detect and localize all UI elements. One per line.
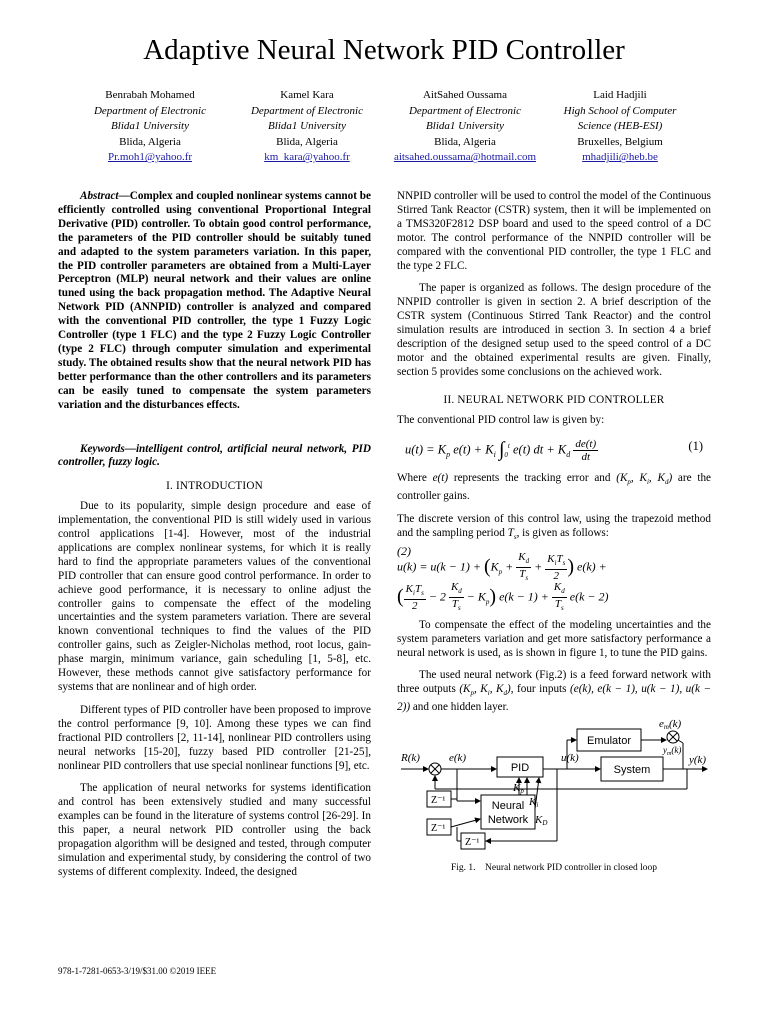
network-text-2: , four inputs (510, 683, 570, 696)
author-affiliation: Department of Electronic (408, 104, 521, 117)
figure-1-caption (397, 862, 711, 876)
equation-1 (397, 428, 711, 472)
author-email-link[interactable]: Pr.moh1@yahoo.fr (107, 151, 193, 164)
equation-1-number: (1) (688, 438, 703, 453)
control-signal-label: u(k) (561, 752, 579, 765)
discrete-description (397, 513, 711, 545)
keywords (58, 443, 371, 471)
error-signal-label: e(k) (449, 752, 467, 765)
right-column (397, 190, 712, 874)
right-paragraph-2: The paper is organized as follows. The design procedure of the NNPID controller is given in section 2. A brief description of the CSTR system (Continuous Stirred Tank Reactor) and the control simulation results are introduced in section 3. In section 4 a brief description of the designed setup used to the speed control of a DC motor and the obtained experimental results are given. Finally, section 5 provides some conclusions on the achieved work. (397, 282, 711, 378)
sampling-period-symbol: $T_s$ (507, 526, 517, 541)
author-affiliation: Science (HEB-ESI) (577, 120, 663, 133)
author-1 (70, 88, 230, 166)
neural-label-2: Network (487, 814, 529, 827)
discrete-text-2: , is given as follows: (516, 526, 609, 539)
author-email-link[interactable]: mhadjili@heb.be (582, 151, 658, 164)
author-city: Bruxelles, Belgium (577, 135, 663, 148)
section-heading-introduction: I. INTRODUCTION (166, 480, 263, 493)
author-name: Laid Hadjili (593, 89, 647, 101)
author-affiliation: Blida1 University (111, 120, 189, 133)
author-3 (385, 88, 545, 166)
author-affiliation: Department of Electronic (250, 104, 363, 117)
copyright-footer: 978-1-7281-0653-3/19/$31.00 ©2019 IEEE (58, 966, 217, 976)
network-outputs: ($K_p$, $K_i$, $K_d$) (459, 683, 511, 698)
network-text-1: The used neural network (Fig.2) is a feed forward network with three outputs (397, 669, 711, 696)
reference-signal-label: R(k) (401, 752, 420, 765)
author-name: AitSahed Oussama (422, 89, 507, 101)
paper-title: Adaptive Neural Network PID Controller (143, 34, 625, 66)
equation-2-line-2: ( $\frac{K_iT_s}{2}$ − 2 $\frac{K_d}{T_s}$ − $K_p$) e(k − 1) + $\frac{K_d}{T_s}$ e(k − 2) (397, 580, 609, 613)
emulator-error-label: em(k) (659, 719, 682, 732)
author-affiliation: Blida1 University (426, 120, 504, 133)
abstract (58, 190, 371, 413)
right-paragraph-network (397, 669, 711, 715)
kp-label: Kp (513, 782, 524, 796)
equation-2-number: (2) (397, 543, 411, 558)
emulator-output-label: $y_m(k)$ (663, 745, 682, 758)
delay-label-1: Z⁻¹ (431, 795, 446, 807)
author-4 (540, 88, 700, 166)
gains-description (397, 472, 711, 504)
intro-paragraph-1: Due to its popularity, simple design procedure and ease of implementation, the conventional PID is still widely used in various control applications [1-4]. However, most of the industrial applications are complex nonlinear systems, for which it is really hard to find the appropriate parameters values of the conventional PID controller that can ensure good control performance. In order to achieve good performance, it is necessary to online adjust the controller gains to compensate the effect of the modeling uncertainties and the system parameters variation. There are several known conventional techniques to find the values of the PID controller gains, such as Zeigler-Nicholas method, root locus, gain-phase margin, minimum variance, gain scheduling [1, 5-8], etc. However, these methods cannot give satisfactory performance for systems that are nonlinear and of high order. (58, 500, 371, 693)
author-name: Kamel Kara (280, 89, 334, 101)
pid-law-intro: The conventional PID control law is given by: (397, 413, 605, 426)
keywords-label: Keywords (80, 442, 125, 455)
abstract-label: Abstract (80, 190, 119, 202)
delay-label-3: Z⁻¹ (465, 837, 480, 849)
system-label: System (613, 764, 651, 777)
right-paragraph-compensate: To compensate the effect of the modeling uncertainties and the system parameters variation and get more satisfactory performance a neural network is used, as is shown in figure 1, to tune the PID gains. (397, 618, 711, 659)
network-inputs: (e(k), e(k − 1), u(k − 1), u(k − 2)) (397, 683, 711, 714)
left-column (58, 190, 371, 880)
author-email-link[interactable]: km_kara@yahoo.fr (264, 151, 350, 164)
delay-label-2: Z⁻¹ (431, 823, 446, 835)
caption-label: Fig. 1. (450, 863, 476, 874)
author-city: Blida, Algeria (434, 135, 496, 148)
ki-label: Ki (529, 796, 539, 810)
intro-paragraph-2: Different types of PID controller have been proposed to improve the control performance [9, 10]. Among these types we can find fractional PID controllers [2, 11-14], nonlinear PID controllers using neural networks [15-20], fuzzy based PID controller [21-25], nonlinear PID controllers that use special nonlinear functions [9], etc. (58, 703, 371, 772)
kd-label: KD (535, 814, 548, 828)
block-diagram (397, 719, 711, 855)
author-name: Benrabah Mohamed (105, 89, 195, 101)
keywords-text: intelligent control, artificial neural network, PID controller, fuzzy logic. (58, 442, 371, 469)
caption-text: Neural network PID controller in closed loop (485, 863, 658, 874)
gains-text-1: Where (397, 471, 433, 484)
network-text-3: and one hidden layer. (410, 701, 509, 714)
right-paragraph-1: NNPID controller will be used to control the model of the Continuous Stirred Tank Reactor (CSTR) system, then it will be implemented on a TMS320F2812 DSP board and used to the speed control of a DC motor. The control performance of the NNPID controller will be compared with the conventional PID controller, the type 1 FLC and the type 2 FLC. (397, 190, 711, 272)
gains-symbol-error: e(t) (432, 471, 449, 484)
output-signal-label: y(k) (689, 754, 707, 767)
discrete-text-1: The discrete version of this control law, using the trapezoid method and the sampling period (397, 512, 711, 539)
author-email-link[interactable]: aitsahed.oussama@hotmail.com (393, 151, 537, 164)
equation-2-line-1: $u(k) = u(k - 1) + (K_p$ + $\frac{K_d}{T_s}$ + $\frac{K_iT_s}{2}$ ) e(k) + (397, 550, 607, 583)
author-affiliation: Blida1 University (268, 120, 346, 133)
section-heading-neural-network-pid: II. NEURAL NETWORK PID CONTROLLER (443, 393, 665, 406)
intro-paragraph-3: The application of neural networks for systems identification and control has been extensively studied and many successful examples can be found in the literature of systems control [26-29]. In this paper, a neural network PID controller using the back propagation algorithm will be designed and tested, through computer simulation and experimental study, by considering the control of two systems of different complexity. Indeed, the designed (58, 782, 371, 878)
neural-label-1: Neural (491, 800, 525, 813)
author-2 (227, 88, 387, 166)
emulator-label: Emulator (586, 735, 632, 748)
equation-1-body: $u(t) = K_p$ $e(t) + K_i$ $\int_0^t$ e(t) dt + $K_d$ $\frac{de(t)}{dt}$ (405, 437, 597, 463)
abstract-text: Complex and coupled nonlinear systems cannot be efficiently controlled using conventional Proportional Integral Derivative (PID) controller. To obtain good control performance, the parameters of the PID controller should be suitably tuned and adapted to the system parameters variation. In this paper, the PID controller parameters are obtained from a Multi-Layer Perceptron (MLP) neural network and their values are online tuned using the back propagation method. The Adaptive Neural Network PID (ANNPID) controller is analyzed and compared with the conventional PID controller, the type 1 Fuzzy Logic Controller (type 1 FLC) and the type 2 Fuzzy Logic Controller (type 2 FLC) through computer simulation and experimental study. The obtained results show that the neural network PID has better performance than the other controllers and its parameters can be easily tuned to compensate the system parameters variation and the disturbances effects. (58, 190, 371, 411)
abstract-dash: — (118, 190, 130, 202)
equation-2 (397, 545, 711, 611)
author-city: Blida, Algeria (119, 135, 181, 148)
gains-text-3: are the controller gains. (397, 471, 712, 502)
keywords-dash: — (124, 442, 136, 455)
gains-text-2: represents the tracking error and (448, 471, 617, 484)
author-affiliation: Department of Electronic (93, 104, 206, 117)
author-city: Blida, Algeria (276, 135, 338, 148)
figure-1 (397, 719, 711, 874)
gains-symbol-tuple: ($K_p$, $K_i$, $K_d$) (616, 471, 673, 486)
author-affiliation: High School of Computer (563, 104, 677, 117)
pid-label: PID (510, 762, 530, 775)
